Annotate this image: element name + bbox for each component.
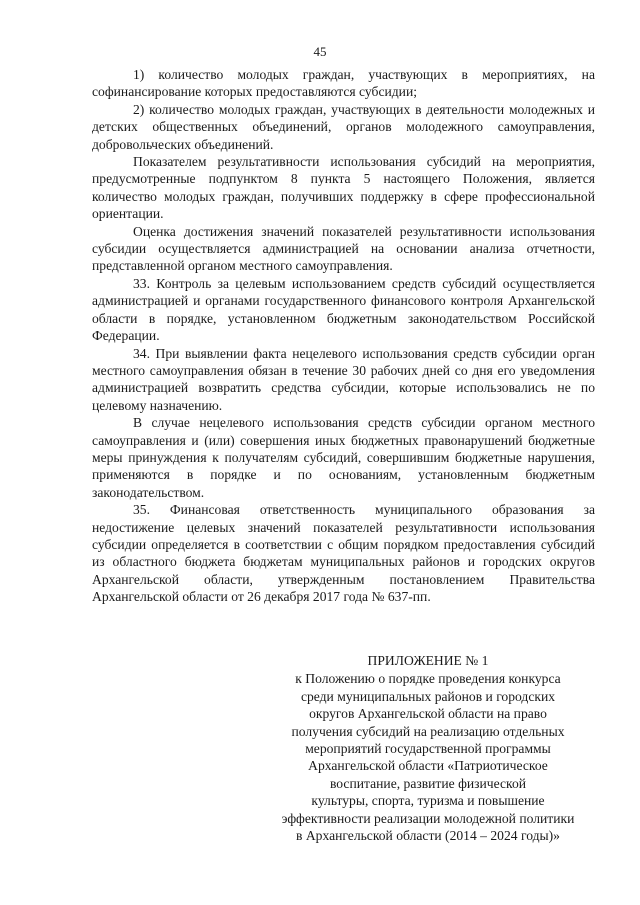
appendix-line: к Положению о порядке проведения конкурса	[295, 671, 561, 687]
paragraph-35: 35. Финансовая ответственность муниципального образования за недостижение целевых значений показателей результативности использования субсидии определяется в соответствии с общим порядком предоставления субсидий из областного бюджета бюджетам муниципальных районов и городских округов Архангельской области, утвержденным постановлением Правительства Архангельской области от 26 декабря 2017 года № 637-пп.	[92, 502, 595, 605]
appendix-header	[258, 652, 598, 844]
appendix-line: культуры, спорта, туризма и повышение	[311, 793, 545, 809]
paragraph-evaluation: Оценка достижения значений показателей результативности использования субсидии осуществляется администрацией на основании анализа отчетности, представленной органом местного самоуправления.	[92, 223, 595, 274]
appendix-line: получения субсидий на реализацию отдельных	[291, 723, 565, 739]
paragraph-33: 33. Контроль за целевым использованием средств субсидий осуществляется администрацией и органами государственного финансового контроля Архангельской области в порядке, установленном бюджетным законодательством Российской Федерации.	[92, 275, 595, 344]
paragraph-item-1: 1) количество молодых граждан, участвующих в мероприятиях, на софинансирование которых предоставляются субсидии;	[92, 67, 595, 100]
page-number: 45	[313, 44, 327, 59]
paragraph-34: 34. При выявлении факта нецелевого использования средств субсидии орган местного самоуправления обязан в течение 30 рабочих дней со дня его уведомления администрацией возвратить средства субсидии, которые использовались не по целевому назначению.	[92, 345, 595, 413]
appendix-line: среди муниципальных районов и городских	[300, 688, 556, 704]
appendix-line: в Архангельской области (2014 – 2024 годы)»	[296, 828, 560, 844]
appendix-title: ПРИЛОЖЕНИЕ № 1	[367, 653, 489, 668]
appendix-line: воспитание, развитие физической	[329, 775, 527, 791]
appendix-line: мероприятий государственной программы	[305, 741, 551, 757]
paragraph-indicator: Показателем результативности использования субсидий на мероприятия, предусмотренные подпунктом 8 пункта 5 настоящего Положения, является количество молодых граждан, получивших поддержку в сфере профессиональной ориентации.	[92, 154, 595, 222]
appendix-line: округов Архангельской области на право	[309, 706, 547, 722]
paragraph-misuse: В случае нецелевого использования средств субсидии органом местного самоуправления и (или) совершения иных бюджетных правонарушений бюджетные меры принуждения к получателям субсидий, совершившим бюджетные нарушения, применяются в порядке и по основаниям, установленным бюджетным законодательством.	[92, 415, 595, 500]
appendix-line: эффективности реализации молодежной политики	[281, 810, 575, 826]
appendix-line: Архангельской области «Патриотическое	[308, 758, 548, 774]
body-text	[92, 66, 595, 606]
paragraph-item-2: 2) количество молодых граждан, участвующих в деятельности молодежных и детских общественных объединений, органов молодежного самоуправления, добровольческих объединений.	[92, 101, 595, 152]
